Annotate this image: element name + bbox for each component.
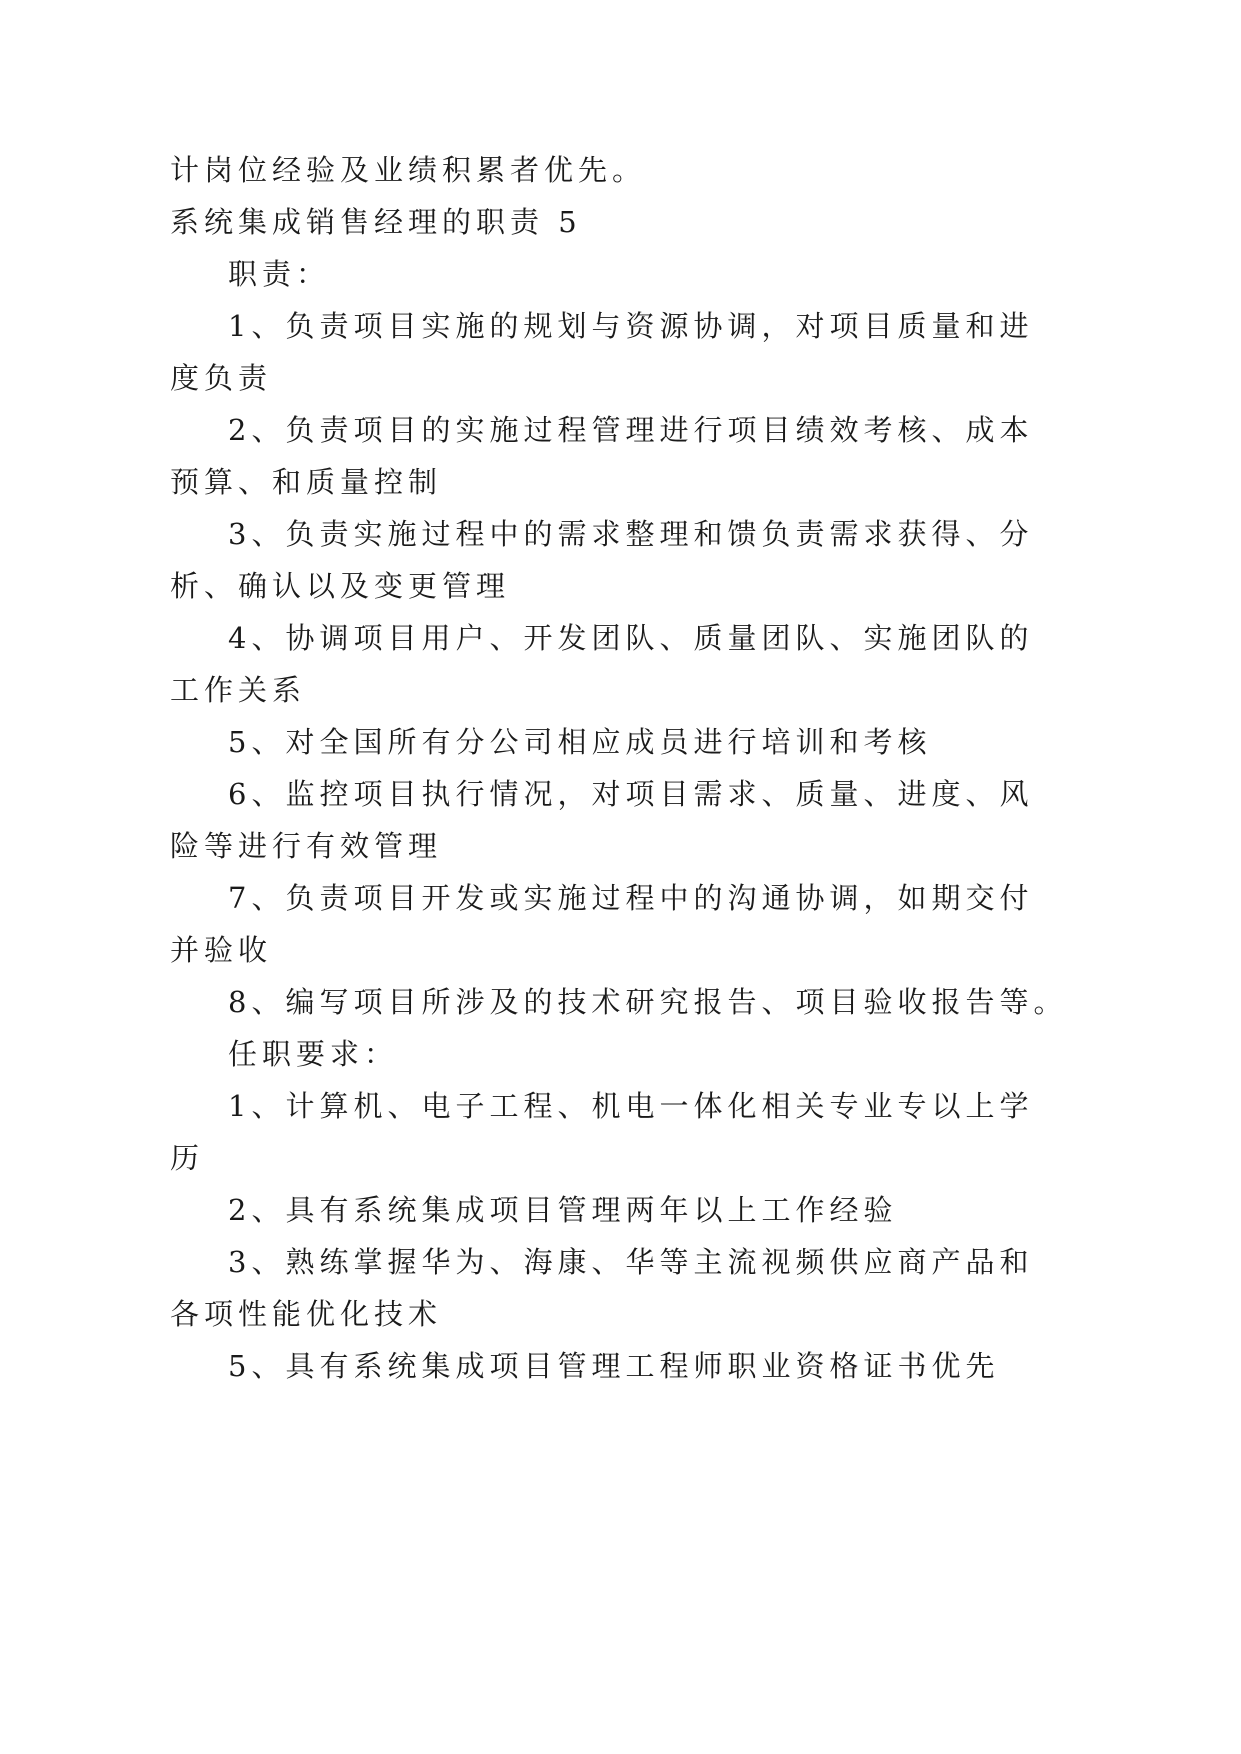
list-item: 3、负责实施过程中的需求整理和馈负责需求获得、分 — [228, 517, 1034, 551]
list-item-continuation: 险等进行有效管理 — [170, 829, 443, 863]
list-item: 3、熟练掌握华为、海康、华等主流视频供应商产品和 — [228, 1245, 1034, 1279]
list-item-continuation: 历 — [170, 1141, 205, 1175]
list-item-continuation: 度负责 — [170, 361, 273, 395]
list-item-continuation: 工作关系 — [170, 673, 307, 707]
list-item-continuation: 预算、和质量控制 — [170, 465, 443, 499]
list-item: 5、具有系统集成项目管理工程师职业资格证书优先 — [228, 1349, 1000, 1383]
list-item: 1、负责项目实施的规划与资源协调，对项目质量和进 — [228, 309, 1034, 343]
subheading-requirements: 任职要求： — [228, 1037, 399, 1071]
list-item: 4、协调项目用户、开发团队、质量团队、实施团队的 — [228, 621, 1034, 655]
list-item: 1、计算机、电子工程、机电一体化相关专业专以上学 — [228, 1089, 1034, 1123]
list-item: 8、编写项目所涉及的技术研究报告、项目验收报告等。 — [228, 985, 1068, 1019]
text-line: 计岗位经验及业绩积累者优先。 — [170, 153, 647, 187]
list-item-continuation: 析、确认以及变更管理 — [170, 569, 511, 603]
list-item: 5、对全国所有分公司相应成员进行培训和考核 — [228, 725, 932, 759]
list-item: 6、监控项目执行情况，对项目需求、质量、进度、风 — [228, 777, 1034, 811]
list-item: 2、负责项目的实施过程管理进行项目绩效考核、成本 — [228, 413, 1034, 447]
section-heading: 系统集成销售经理的职责 5 — [170, 205, 582, 239]
subheading-duties: 职责： — [228, 257, 331, 291]
list-item-continuation: 各项性能优化技术 — [170, 1297, 443, 1331]
list-item-continuation: 并验收 — [170, 933, 273, 967]
list-item: 7、负责项目开发或实施过程中的沟通协调，如期交付 — [228, 881, 1034, 915]
list-item: 2、具有系统集成项目管理两年以上工作经验 — [228, 1193, 898, 1227]
